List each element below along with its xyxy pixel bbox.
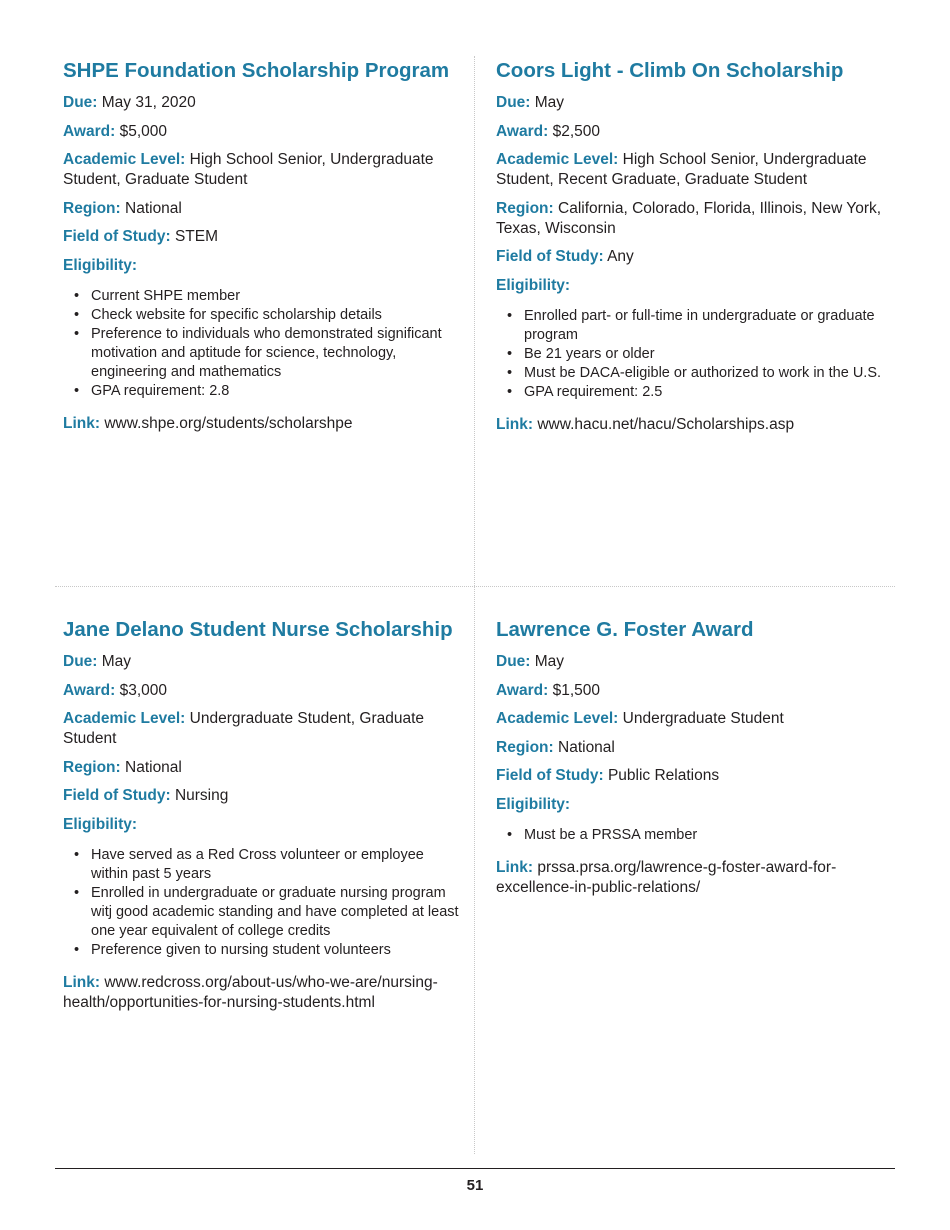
- link-field: [496, 858, 896, 898]
- region-field: [496, 738, 896, 758]
- eligibility-label: Eligibility:: [496, 795, 571, 813]
- eligibility-item: • GPA requirement: 2.5: [524, 383, 896, 402]
- academic-level-field: [63, 709, 463, 749]
- link-url[interactable]: prssa.prsa.org/lawrence-g-foster-award-for-excellence-in-public-relations/: [496, 858, 837, 896]
- horizontal-divider: [55, 586, 895, 587]
- region-field: [496, 199, 896, 239]
- eligibility-label: Eligibility:: [63, 256, 138, 274]
- award-label: Award:: [63, 681, 116, 699]
- eligibility-item: • Be 21 years or older: [524, 345, 896, 364]
- due-label: Due:: [496, 94, 531, 111]
- academic-level-label: Academic Level:: [63, 710, 186, 727]
- region-value: National: [125, 199, 182, 217]
- eligibility-item: • Preference to individuals who demonstrated significant motivation and aptitude for science, technology, engineering and mathematics: [91, 325, 463, 382]
- award-value: $3,000: [119, 681, 167, 699]
- field-of-study-value: Any: [607, 248, 634, 265]
- award-value: $2,500: [552, 122, 600, 140]
- scholarship-title: SHPE Foundation Scholarship Program: [63, 59, 450, 82]
- eligibility-item: • Current SHPE member: [91, 287, 463, 306]
- scholarship-card-jane-delano: [63, 617, 463, 1021]
- field-of-study-field: [496, 247, 896, 267]
- academic-level-label: Academic Level:: [63, 151, 186, 168]
- field-of-study-label: Field of Study:: [496, 767, 604, 784]
- field-of-study-field: [496, 766, 896, 786]
- eligibility-item: • Must be DACA-eligible or authorized to work in the U.S.: [524, 364, 896, 383]
- link-field: [63, 414, 463, 434]
- eligibility-item: • Have served as a Red Cross volunteer or employee within past 5 years: [91, 846, 463, 884]
- award-field: [496, 122, 896, 142]
- link-url[interactable]: www.shpe.org/students/scholarshpe: [104, 414, 353, 432]
- link-field: [496, 415, 896, 435]
- field-of-study-label: Field of Study:: [63, 787, 171, 804]
- academic-level-value: High School Senior, Undergraduate Student, Graduate Student: [63, 151, 434, 188]
- scholarship-title: Jane Delano Student Nurse Scholarship: [63, 618, 453, 641]
- scholarship-card-coors-light: [496, 58, 896, 443]
- award-label: Award:: [63, 122, 116, 140]
- region-label: Region:: [63, 758, 121, 776]
- academic-level-field: [63, 150, 463, 190]
- eligibility-list: [63, 846, 463, 960]
- award-value: $1,500: [552, 681, 600, 699]
- due-label: Due:: [63, 653, 98, 670]
- eligibility-list: [496, 826, 896, 845]
- region-value: National: [558, 738, 615, 756]
- due-value: May: [534, 653, 565, 670]
- link-label: Link:: [496, 415, 534, 433]
- link-label: Link:: [496, 858, 534, 876]
- due-field: [496, 93, 896, 113]
- page-number: 51: [466, 1177, 484, 1194]
- academic-level-field: [496, 150, 896, 190]
- award-field: [496, 681, 896, 701]
- region-field: [63, 199, 463, 219]
- field-of-study-field: [63, 786, 463, 806]
- eligibility-label: Eligibility:: [496, 276, 571, 294]
- region-value: National: [125, 758, 182, 776]
- academic-level-label: Academic Level:: [496, 710, 619, 727]
- eligibility-label: Eligibility:: [63, 815, 138, 833]
- award-field: [63, 122, 463, 142]
- due-field: [63, 93, 463, 113]
- field-of-study-field: [63, 227, 463, 247]
- eligibility-item: • Enrolled in undergraduate or graduate nursing program witj good academic standing and have completed at least one year equivalent of college credits: [91, 884, 463, 941]
- field-of-study-value: Public Relations: [607, 767, 720, 784]
- award-label: Award:: [496, 122, 549, 140]
- scholarship-card-lawrence-foster: [496, 617, 896, 906]
- award-value: $5,000: [119, 122, 167, 140]
- link-field: [63, 973, 463, 1013]
- award-label: Award:: [496, 681, 549, 699]
- eligibility-item: • Check website for specific scholarship details: [91, 306, 463, 325]
- academic-level-field: [496, 709, 896, 729]
- region-label: Region:: [63, 199, 121, 217]
- due-value: May 31, 2020: [101, 94, 196, 111]
- field-of-study-value: Nursing: [174, 787, 229, 804]
- scholarship-title: Lawrence G. Foster Award: [496, 618, 754, 641]
- scholarship-card-shpe: [63, 58, 463, 442]
- due-field: [63, 652, 463, 672]
- eligibility-item: • GPA requirement: 2.8: [91, 382, 463, 401]
- field-of-study-value: STEM: [174, 228, 219, 245]
- region-label: Region:: [496, 199, 554, 217]
- scholarship-title: Coors Light - Climb On Scholarship: [496, 59, 844, 82]
- eligibility-list: [496, 307, 896, 402]
- due-field: [496, 652, 896, 672]
- eligibility-item: • Must be a PRSSA member: [524, 826, 896, 845]
- region-field: [63, 758, 463, 778]
- due-value: May: [534, 94, 565, 111]
- academic-level-value: High School Senior, Undergraduate Student, Recent Graduate, Graduate Student: [496, 151, 867, 188]
- eligibility-item: • Enrolled part- or full-time in undergraduate or graduate program: [524, 307, 896, 345]
- eligibility-list: [63, 287, 463, 401]
- academic-level-label: Academic Level:: [496, 151, 619, 168]
- field-of-study-label: Field of Study:: [63, 228, 171, 245]
- due-label: Due:: [63, 94, 98, 111]
- footer-rule: [55, 1168, 895, 1169]
- eligibility-item: • Preference given to nursing student volunteers: [91, 941, 463, 960]
- due-label: Due:: [496, 653, 531, 670]
- region-label: Region:: [496, 738, 554, 756]
- due-value: May: [101, 653, 132, 670]
- region-value: California, Colorado, Florida, Illinois, New York, Texas, Wisconsin: [496, 199, 882, 237]
- link-label: Link:: [63, 414, 101, 432]
- academic-level-value: Undergraduate Student: [622, 710, 784, 727]
- field-of-study-label: Field of Study:: [496, 248, 604, 265]
- academic-level-value: Undergraduate Student, Graduate Student: [63, 710, 425, 747]
- award-field: [63, 681, 463, 701]
- link-label: Link:: [63, 973, 101, 991]
- link-url[interactable]: www.hacu.net/hacu/Scholarships.asp: [537, 415, 795, 433]
- vertical-divider: [474, 56, 475, 1154]
- link-url[interactable]: www.redcross.org/about-us/who-we-are/nursing-health/opportunities-for-nursing-students.html: [63, 973, 438, 1011]
